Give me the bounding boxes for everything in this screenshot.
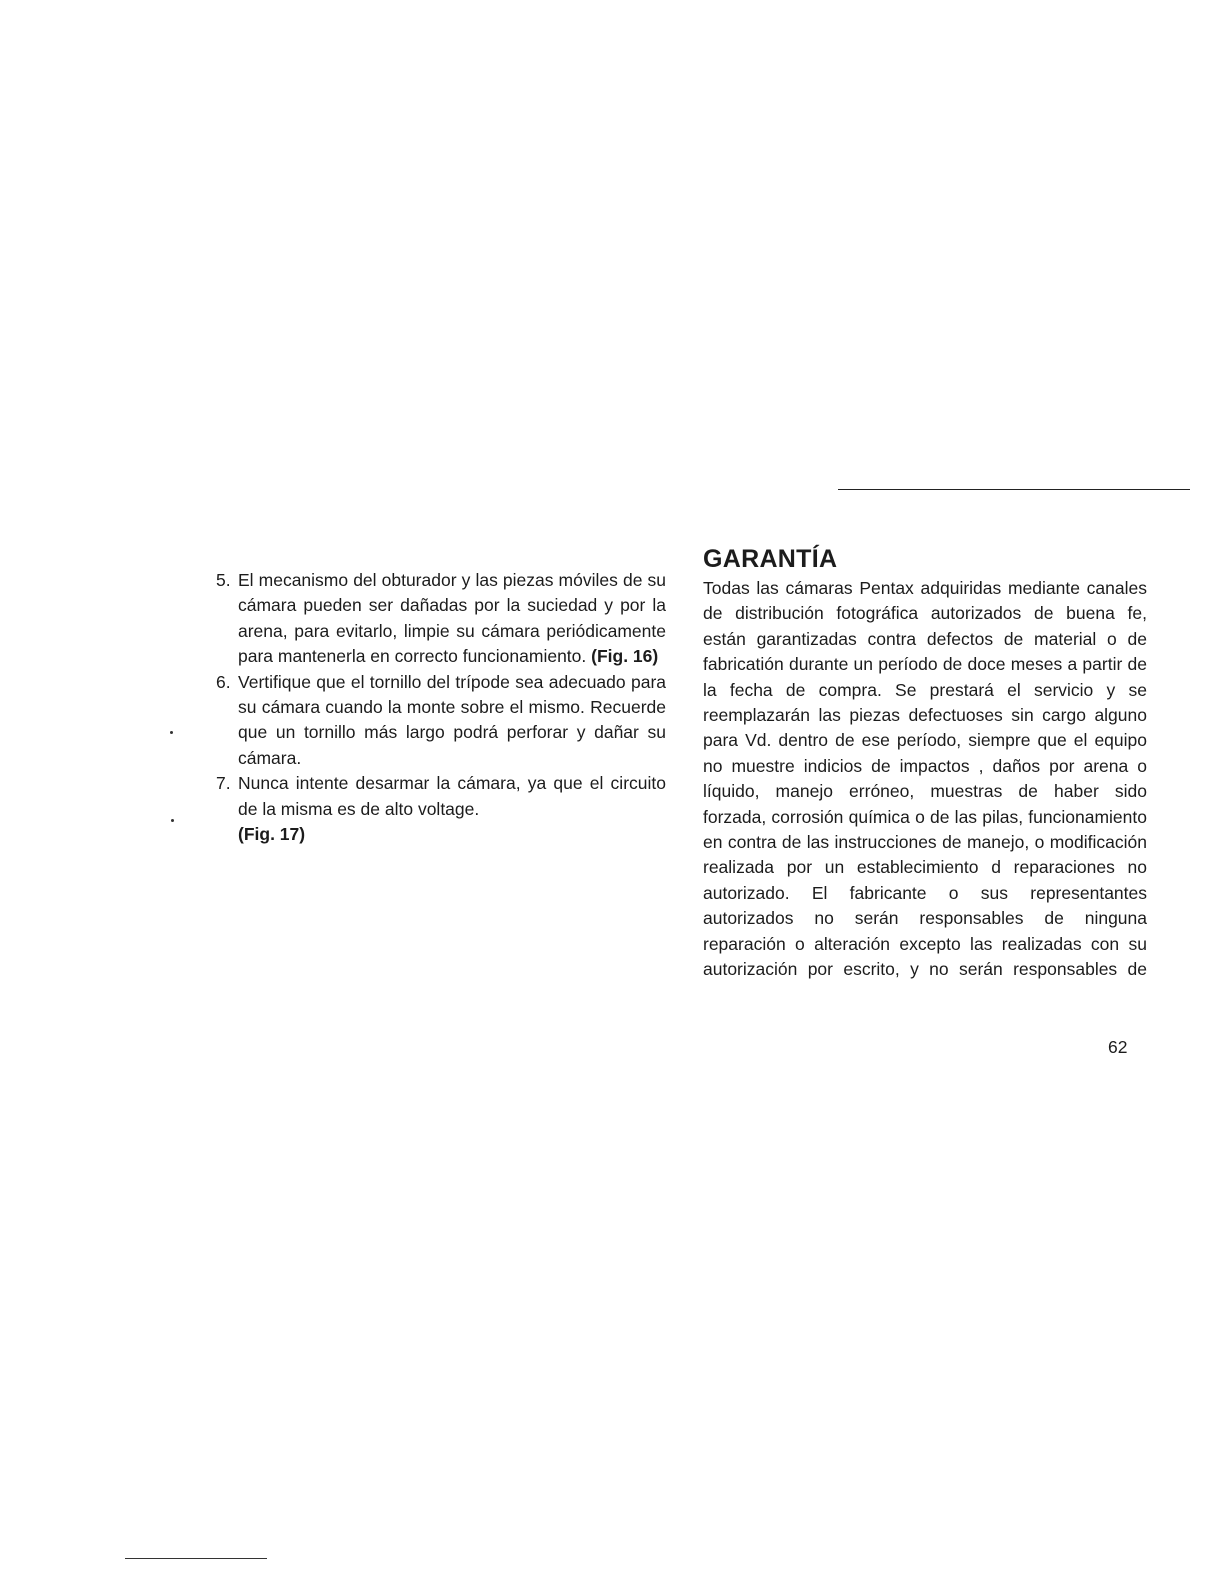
item-text: Nunca intente desarmar la cámara, ya que el circuito de la misma es de alto voltage. <box>238 773 666 819</box>
warranty-text: Todas las cámaras Pentax adquiridas mediante canales de distribución fotográfica autorizados de buena fe, están garantizadas contra defectos de material o de fabricatión durante un período de doce meses a partir de la fecha de compra. Se prestará el servicio y se reemplazarán las piezas defectuoses sin cargo alguno para Vd. dentro de ese período, siempre que el equipo no muestre indicios de impactos , daños por arena o líquido, manejo erróneo, muestras de haber sido forzada, corrosión química o de las pilas, funcionamiento en contra de las instrucciones de manejo, o modificación realizada por un establecimiento d reparaciones no autorizado. El fabricante o sus representantes autorizados no serán responsables de ninguna reparación o alteración excepto las realizadas con su autorización por escrito, y no serán responsables de <box>703 578 1147 980</box>
page-number: 62 <box>1108 1037 1128 1057</box>
list-item-5 <box>216 568 666 670</box>
bottom-rule <box>125 1558 267 1559</box>
item-number: 6. <box>216 671 231 692</box>
top-rule <box>838 489 1190 490</box>
list-item-6 <box>216 670 666 772</box>
figure-reference: (Fig. 16) <box>591 646 659 667</box>
item-text: El mecanismo del obturador y las piezas móviles de su cámara pueden ser dañadas por la suciedad y por la arena, para evitarlo, limpie su cámara periódicamente para mantenerla en correcto funcionamiento. <box>238 570 666 667</box>
item-number: 7. <box>216 773 231 794</box>
maintenance-list <box>216 568 666 847</box>
figure-reference: (Fig. 17) <box>238 824 306 845</box>
item-text: Vertifique que el tornillo del trípode sea adecuado para su cámara cuando la monte sobre el mismo. Recuerde que un tornillo más largo podrá perforar y dañar su cámara. <box>238 671 666 768</box>
section-heading: GARANTÍA <box>703 545 838 573</box>
item-number: 5. <box>216 570 231 590</box>
scan-speck <box>171 819 174 822</box>
warranty-section <box>703 542 1147 983</box>
list-item-7 <box>216 771 666 847</box>
scan-speck <box>170 731 173 734</box>
